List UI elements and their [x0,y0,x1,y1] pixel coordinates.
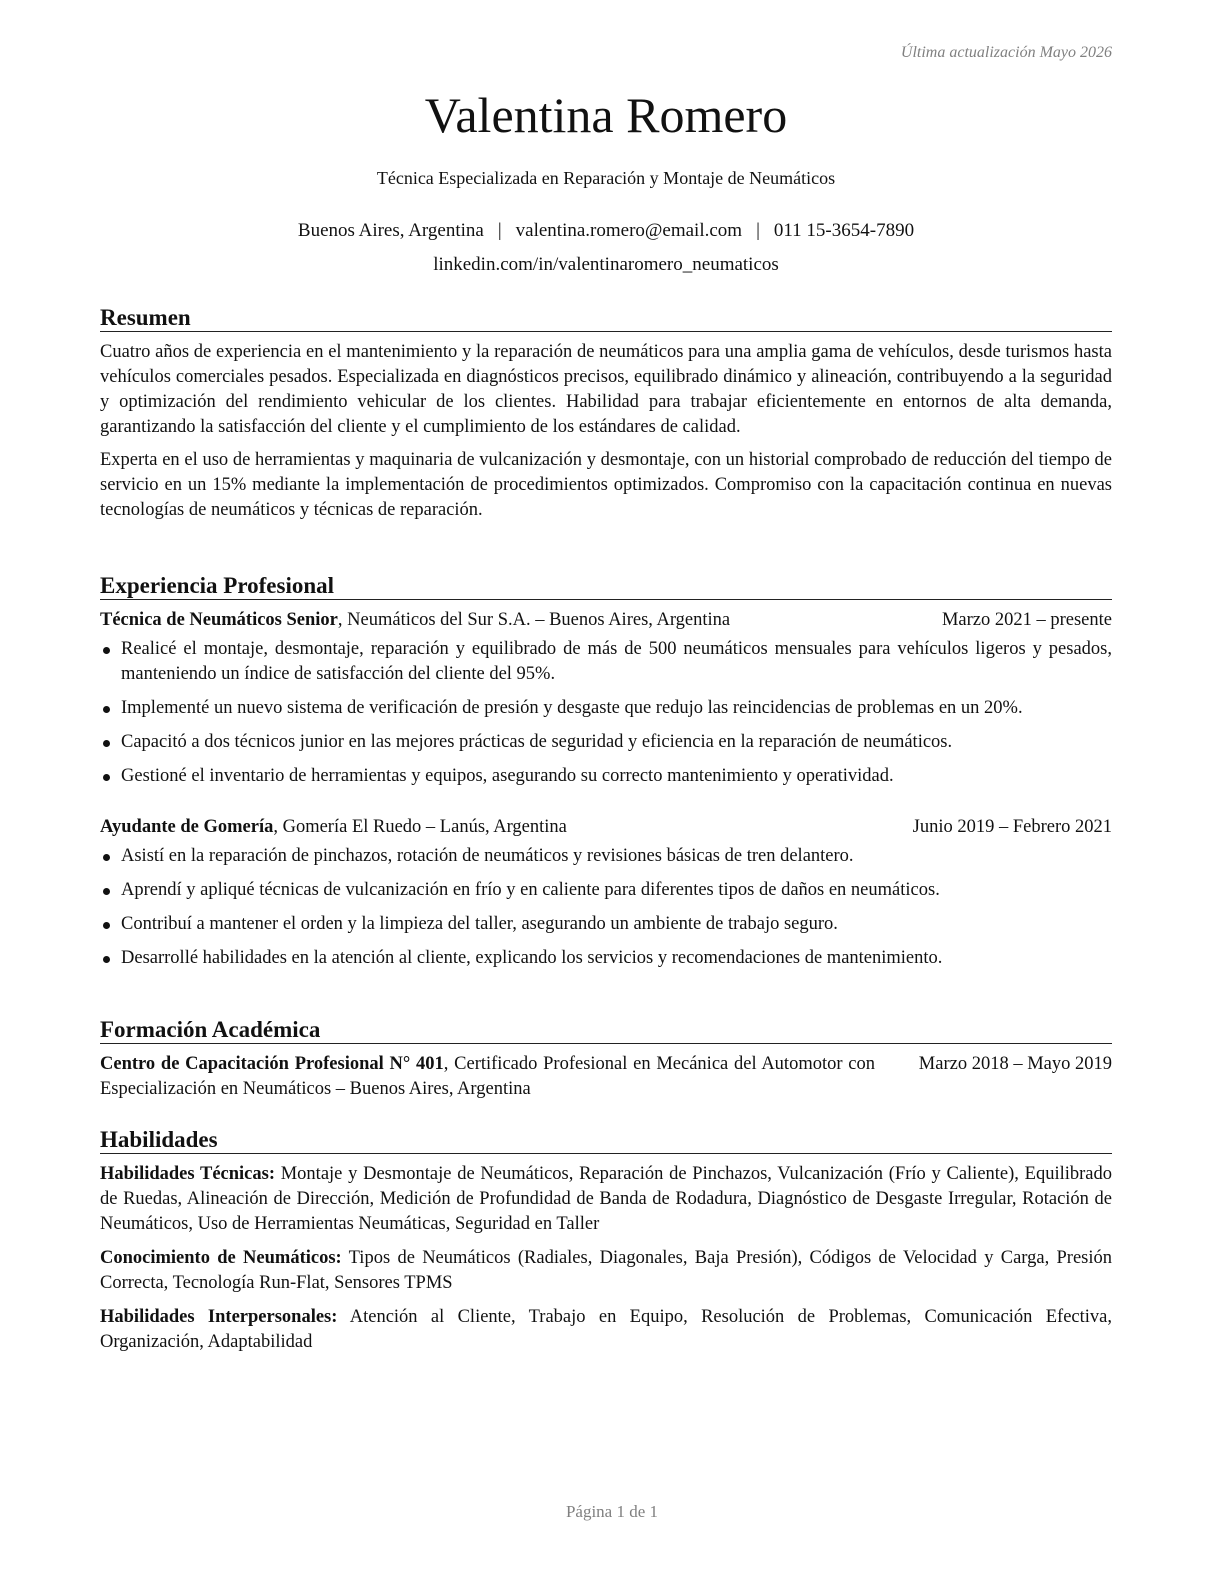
skill-text: Montaje y Desmontaje de Neumáticos, Reparación de Pinchazos, Vulcanización (Frío y Caliente), Equilibrado de Ruedas, Alineación de Dirección, Medición de Profundidad de Banda de Rodadura, Diagnóstico de Desgaste Irregular, Rotación de Neumáticos, Uso de Herramientas Neumáticas, Seguridad en Taller [100,1164,1112,1234]
job-header [100,815,1112,840]
list-item: Aprendí y apliqué técnicas de vulcanización en frío y en caliente para diferentes tipos de daños en neumáticos. [100,878,1112,903]
list-item: Asistí en la reparación de pinchazos, rotación de neumáticos y revisiones básicas de tren delantero. [100,844,1112,869]
separator: | [756,220,760,241]
skill-label: Habilidades Técnicas: [100,1164,275,1184]
education-description [100,1052,875,1102]
skill-group [100,1305,1112,1355]
education-dates: Marzo 2018 – Mayo 2019 [918,1054,1112,1074]
job-bullets [100,844,1112,971]
list-item: Implementé un nuevo sistema de verificación de presión y desgaste que redujo las reincidencias de problemas en un 20%. [100,696,1112,721]
experience-section [100,572,1112,980]
job-role-company [100,608,730,633]
list-item: Realicé el montaje, desmontaje, reparación y equilibrado de más de 500 neumáticos mensuales para vehículos ligeros y pesados, manteniendo un índice de satisfacción del cliente del 95%. [100,637,1112,687]
job-header [100,608,1112,633]
email-link[interactable]: valentina.romero@email.com [515,220,743,241]
list-item: Desarrollé habilidades en la atención al cliente, explicando los servicios y recomendaciones de mantenimiento. [100,946,1112,971]
skill-group [100,1162,1112,1237]
contact-line [100,220,1112,242]
candidate-name: Valentina Romero [424,87,788,143]
location: Buenos Aires, Argentina [297,220,484,241]
education-entry [100,1052,1112,1102]
job-role: Ayudante de Gomería [100,817,274,837]
page-number: Página 1 de 1 [565,1502,659,1521]
summary-paragraph: Cuatro años de experiencia en el mantenimiento y la reparación de neumáticos para una amplia gama de vehículos, desde turismos hasta vehículos comerciales pesados. Especializada en diagnósticos precisos, equilibrado dinámico y alineación, contribuyendo a la seguridad y optimización del rendimiento vehicular de los clientes. Habilidad para trabajar eficientemente en entornos de alta demanda, garantizando la satisfacción del cliente y el cumplimiento de los estándares de calidad. [100,342,1112,437]
job-entry [100,815,1112,971]
skill-text: Tipos de Neumáticos (Radiales, Diagonales, Baja Presión), Códigos de Velocidad y Carga, Presión Correcta, Tecnología Run-Flat, Sensores TPMS [100,1248,1113,1293]
job-company: , Gomería El Ruedo – Lanús, Argentina [273,817,567,837]
job-dates: Junio 2019 – Febrero 2021 [912,817,1112,837]
education-section [100,1016,1112,1102]
section-heading: Formación Académica [100,1016,1112,1044]
job-role: Técnica de Neumáticos Senior [100,610,338,630]
separator: | [497,220,502,241]
job-bullets [100,637,1112,789]
skill-text: Atención al Cliente, Trabajo en Equipo, Resolución de Problemas, Comunicación Efectiva, Organización, Adaptabilidad [100,1307,1112,1352]
section-heading: Experiencia Profesional [100,572,1112,600]
list-item: Gestioné el inventario de herramientas y equipos, asegurando su correcto mantenimiento y operatividad. [100,764,1112,789]
phone: 011 15-3654-7890 [773,220,915,241]
job-dates: Marzo 2021 – presente [941,610,1112,630]
job-role-company [100,815,567,840]
skill-group [100,1246,1112,1296]
list-item: Contribuí a mantener el orden y la limpieza del taller, asegurando un ambiente de trabajo seguro. [100,912,1112,937]
skill-label: Habilidades Interpersonales: [100,1307,338,1327]
skills-section [100,1126,1112,1364]
skill-label: Conocimiento de Neumáticos: [100,1248,342,1268]
institution: Centro de Capacitación Profesional N° 401 [100,1054,444,1074]
certificate: , Certificado Profesional en Mecánica del Automotor con Especialización en Neumáticos – Buenos Aires, Argentina [100,1054,875,1099]
job-company: , Neumáticos del Sur S.A. – Buenos Aires, Argentina [337,610,731,630]
job-entry [100,608,1112,789]
summary-paragraph: Experta en el uso de herramientas y maquinaria de vulcanización y desmontaje, con un historial comprobado de reducción del tiempo de servicio en un 15% mediante la implementación de procedimientos optimizados. Compromiso con la capacitación continua en nuevas tecnologías de neumáticos y técnicas de reparación. [100,450,1112,520]
section-heading: Resumen [100,304,1112,332]
section-heading: Habilidades [100,1126,1112,1154]
linkedin-link[interactable]: linkedin.com/in/valentinaromero_neumaticos [433,254,779,275]
last-updated: Última actualización Mayo 2026 [900,44,1112,61]
list-item: Capacitó a dos técnicos junior en las mejores prácticas de seguridad y eficiencia en la reparación de neumáticos. [100,730,1112,755]
job-title: Técnica Especializada en Reparación y Montaje de Neumáticos [376,168,836,188]
summary-section [100,304,1112,531]
